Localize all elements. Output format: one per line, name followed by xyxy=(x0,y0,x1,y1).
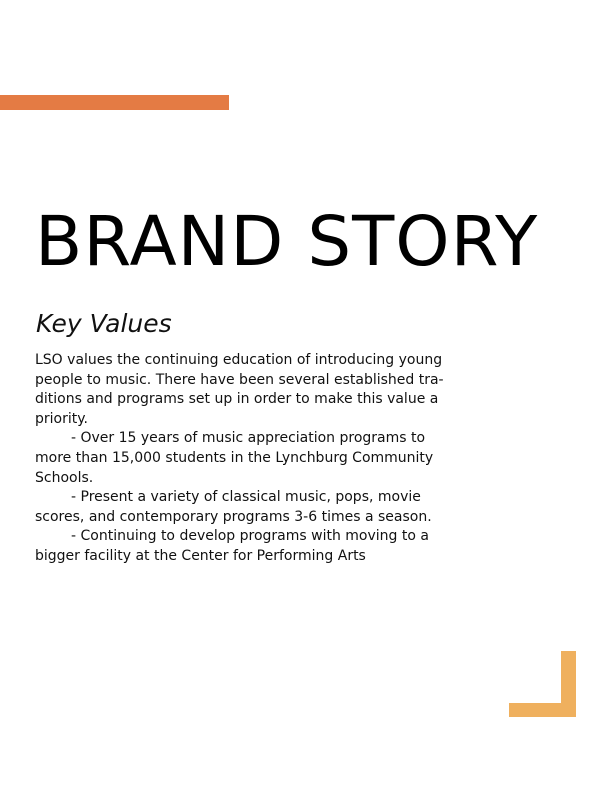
body-content xyxy=(35,351,465,567)
value-item-1: - Over 15 years of music appreciation programs to more than 15,000 students in the Lynchburg Community Schools. xyxy=(35,430,434,486)
value-item-3: - Continuing to develop programs with moving to a bigger facility at the Center for Performing Arts xyxy=(35,528,429,564)
top-accent-bar xyxy=(0,95,229,110)
section-subtitle: Key Values xyxy=(36,309,172,338)
corner-bracket-horizontal xyxy=(509,703,576,717)
value-item-2: - Present a variety of classical music, pops, movie scores, and contemporary programs 3-6 times a season. xyxy=(35,489,432,525)
page-title: BRAND STORY xyxy=(35,202,539,282)
intro-paragraph: LSO values the continuing education of introducing young people to music. There have been several established tra-ditions and programs set up in order to make this value a priority. xyxy=(35,352,444,427)
